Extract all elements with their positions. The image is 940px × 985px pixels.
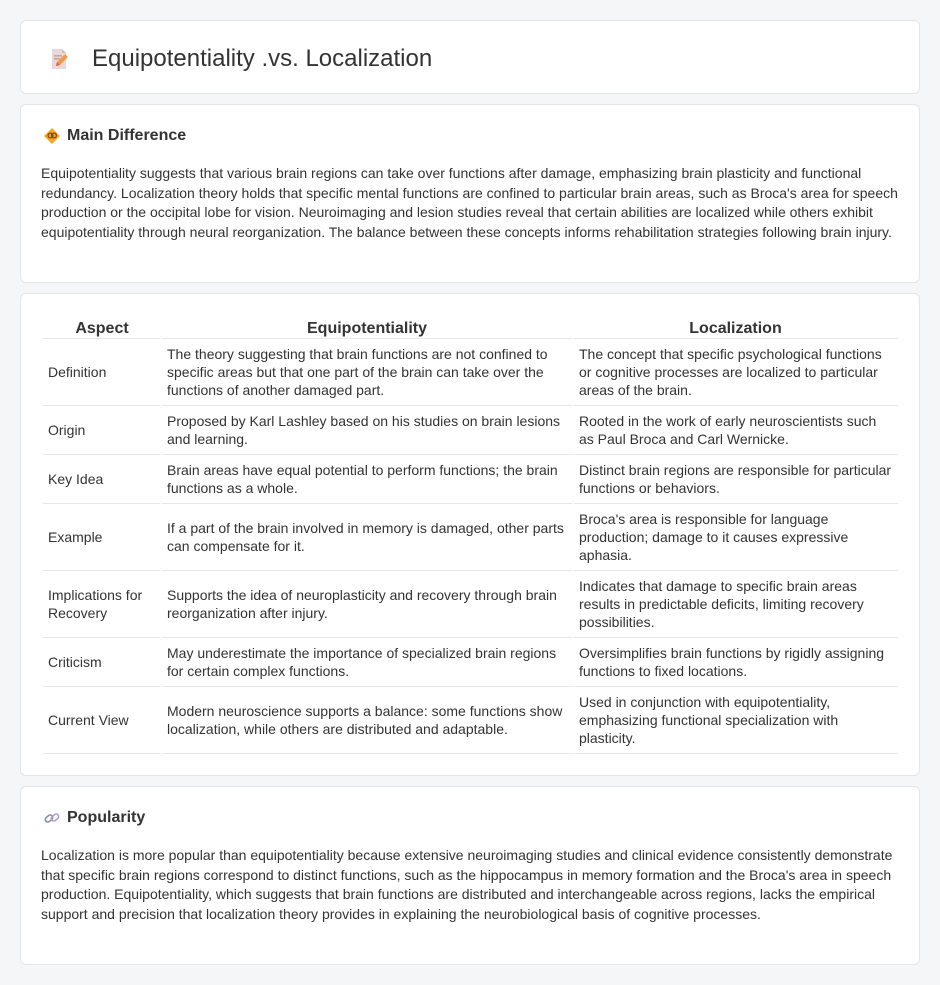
main-difference-title: Main Difference <box>67 127 187 144</box>
main-difference-card <box>20 104 920 283</box>
popularity-text: Localization is more popular than equipotentiality because extensive neuroimaging studies and clinical evidence consistently demonstrate that specific brain regions correspond to distinct functions, such as the hippocampus in memory formation and the Broca's area in speech production. Equipotentiality, which suggests that brain functions are distributed and interchangeable across regions, lacks the empirical support and precision that localization theory provides in explaining the neurobiological basis of cognitive processes. <box>41 847 893 922</box>
link-icon <box>43 809 61 827</box>
cell-localization: Broca's area is responsible for language production; damage to it causes expressive aphasia. <box>573 503 898 570</box>
main-difference-heading <box>43 127 186 145</box>
page-title: Equipotentiality .vs. Localization <box>92 45 433 72</box>
popularity-card <box>20 786 920 965</box>
main-difference-text: Equipotentiality suggests that various brain regions can take over functions after damage, emphasizing brain plasticity and functional redundancy. Localization theory holds that specific mental functions are confined to particular brain areas, such as Broca's area for speech production or the occipital lobe for vision. Neuroimaging and lesion studies reveal that certain abilities are localized while others exhibit equipotentiality through neural reorganization. The balance between these concepts informs rehabilitation strategies following brain injury. <box>41 165 898 240</box>
cell-aspect: Example <box>43 503 161 570</box>
cell-localization: Indicates that damage to specific brain areas results in predictable deficits, limiting recovery possibilities. <box>573 570 898 637</box>
comparison-table <box>43 316 898 754</box>
table-row <box>43 405 898 454</box>
table-header-row <box>43 316 898 338</box>
cell-localization: Oversimplifies brain functions by rigidly assigning functions to fixed locations. <box>573 637 898 686</box>
magnifier-badge-icon <box>43 127 61 145</box>
column-header-localization: Localization <box>573 316 898 338</box>
cell-equipotentiality: If a part of the brain involved in memory is damaged, other parts can compensate for it. <box>161 503 573 570</box>
column-header-equipotentiality: Equipotentiality <box>161 316 573 338</box>
table-row <box>43 454 898 503</box>
cell-aspect: Implications for Recovery <box>43 570 161 637</box>
cell-equipotentiality: Proposed by Karl Lashley based on his studies on brain lesions and learning. <box>161 405 573 454</box>
comparison-table-card <box>20 293 920 776</box>
header-card <box>20 20 920 94</box>
column-header-aspect: Aspect <box>43 316 161 338</box>
table-row <box>43 637 898 686</box>
cell-localization: Rooted in the work of early neuroscientists such as Paul Broca and Carl Wernicke. <box>573 405 898 454</box>
cell-localization: Distinct brain regions are responsible for particular functions or behaviors. <box>573 454 898 503</box>
cell-equipotentiality: May underestimate the importance of specialized brain regions for certain complex functions. <box>161 637 573 686</box>
popularity-title: Popularity <box>67 809 146 826</box>
cell-aspect: Origin <box>43 405 161 454</box>
table-row <box>43 338 898 405</box>
edit-document-icon <box>47 47 71 71</box>
table-row <box>43 570 898 637</box>
table-row <box>43 686 898 753</box>
table-row <box>43 503 898 570</box>
popularity-heading <box>43 809 145 827</box>
cell-aspect: Criticism <box>43 637 161 686</box>
cell-localization: Used in conjunction with equipotentiality, emphasizing functional specialization with plasticity. <box>573 686 898 753</box>
cell-localization: The concept that specific psychological functions or cognitive processes are localized to particular areas of the brain. <box>573 338 898 405</box>
cell-aspect: Definition <box>43 338 161 405</box>
cell-equipotentiality: Modern neuroscience supports a balance: some functions show localization, while others are distributed and adaptable. <box>161 686 573 753</box>
cell-equipotentiality: Brain areas have equal potential to perform functions; the brain functions as a whole. <box>161 454 573 503</box>
cell-aspect: Key Idea <box>43 454 161 503</box>
cell-aspect: Current View <box>43 686 161 753</box>
cell-equipotentiality: The theory suggesting that brain functions are not confined to specific areas but that one part of the brain can take over the functions of another damaged part. <box>161 338 573 405</box>
cell-equipotentiality: Supports the idea of neuroplasticity and recovery through brain reorganization after injury. <box>161 570 573 637</box>
